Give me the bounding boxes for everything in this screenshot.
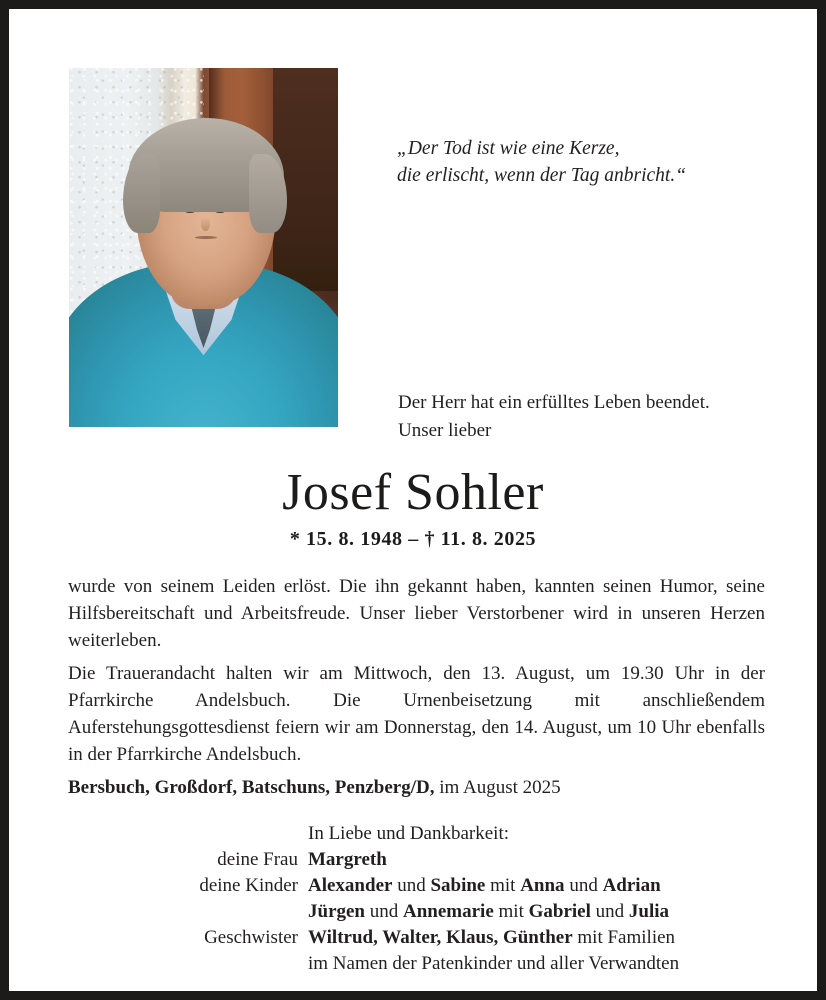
family-member-names xyxy=(308,899,768,925)
family-row xyxy=(68,951,768,977)
obituary-paragraph-1: wurde von seinem Leiden erlöst. Die ihn gekannt haben, kannten seinen Humor, seine Hilfsbereitschaft und Arbeitsfreude. Unser lieber Verstorbener wird in unseren Herzen weiterleben. xyxy=(68,576,765,651)
deceased-dates: * 15. 8. 1948 – † 11. 8. 2025 xyxy=(289,528,537,550)
family-member-names xyxy=(308,873,768,899)
obituary-page xyxy=(9,9,817,991)
family-connector-text: mit xyxy=(485,875,521,896)
family-member-name: Julia xyxy=(628,901,670,922)
family-rows-container xyxy=(68,847,768,977)
intro-text xyxy=(398,389,778,445)
family-member-names xyxy=(308,925,768,951)
family-relation-label: deine Frau xyxy=(217,849,298,870)
places-list: Bersbuch, Großdorf, Batschuns, Penzberg/D, xyxy=(68,777,435,798)
intro-line-2: Unser lieber xyxy=(398,420,492,441)
family-connector-text: mit Familien xyxy=(572,927,676,948)
family-connector-text: und xyxy=(564,875,603,896)
family-member-name: Margreth xyxy=(308,849,387,870)
notice-date: im August 2025 xyxy=(439,777,561,798)
family-row xyxy=(68,925,768,951)
family-row xyxy=(68,847,768,873)
family-member-name: Adrian xyxy=(602,875,661,896)
family-member-name: Gabriel xyxy=(528,901,591,922)
family-connector-text: und xyxy=(590,901,629,922)
family-member-name: Anna xyxy=(520,875,565,896)
family-member-name: Annemarie xyxy=(403,901,494,922)
family-member-names xyxy=(308,951,768,977)
family-heading-row xyxy=(68,821,768,847)
intro-line-1: Der Herr hat ein erfülltes Leben beendet. xyxy=(398,392,710,413)
deceased-name: Josef Sohler xyxy=(282,464,544,521)
family-member-name: Sabine xyxy=(430,875,486,896)
places-and-date xyxy=(68,774,778,801)
obituary-paragraph-2: Die Trauerandacht halten wir am Mittwoch, den 13. August, um 19.30 Uhr in der Pfarrkirche Andelsbuch. Die Urnenbeisetzung mit anschließendem Auferstehungsgottesdienst feiern wir am Donnerstag, den 14. August, um 10 Uhr ebenfalls in der Pfarrkirche Andelsbuch. xyxy=(68,663,765,765)
photo-nose xyxy=(201,216,209,231)
family-connector-text: und xyxy=(365,901,403,922)
family-heading: In Liebe und Dankbarkeit: xyxy=(308,823,510,844)
family-member-name: Alexander xyxy=(308,875,393,896)
family-member-names xyxy=(308,847,768,873)
family-relation-label: deine Kinder xyxy=(199,875,298,896)
family-row xyxy=(68,873,768,899)
family-connector-text: und xyxy=(392,875,431,896)
memorial-quote xyxy=(397,135,747,189)
family-member-name: Jürgen xyxy=(308,901,365,922)
family-connector-text: mit xyxy=(493,901,529,922)
quote-line-2: die erlischt, wenn der Tag anbricht.“ xyxy=(397,165,687,186)
family-member-name: Wiltrud, Walter, Klaus, Günther xyxy=(308,927,573,948)
family-row xyxy=(68,899,768,925)
quote-line-1: „Der Tod ist wie eine Kerze, xyxy=(397,138,620,159)
family-connector-text: im Namen der Patenkinder und aller Verwandten xyxy=(308,953,680,974)
photo-mouth xyxy=(195,236,217,239)
family-listing xyxy=(68,821,768,977)
deceased-portrait-photo xyxy=(69,68,338,427)
family-relation-label: Geschwister xyxy=(204,927,298,948)
